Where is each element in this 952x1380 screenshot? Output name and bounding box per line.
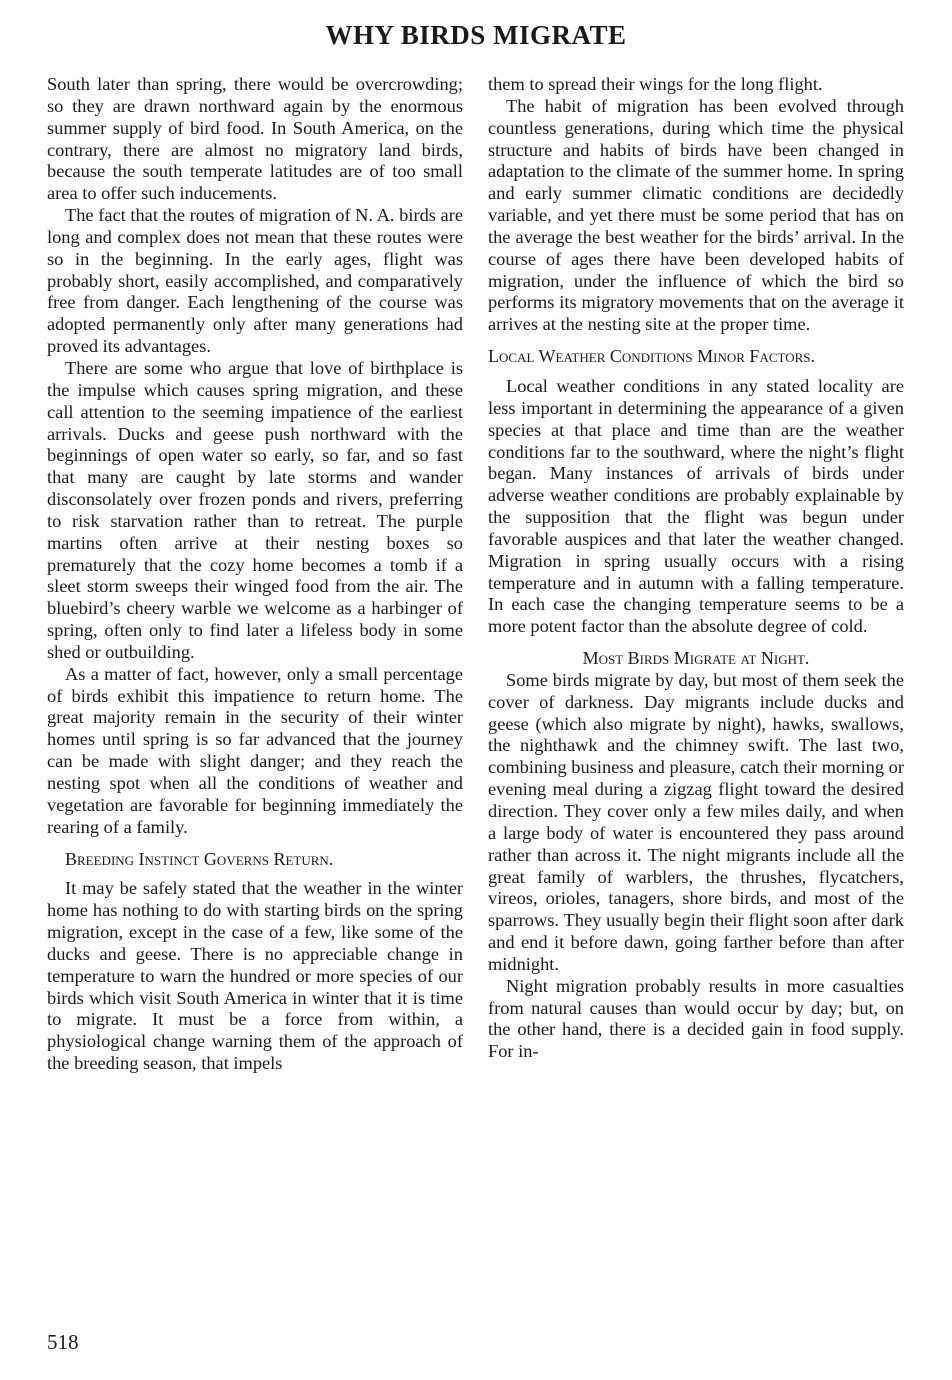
paragraph: It may be safely stated that the weather in the winter home has nothing to do with starting birds on the spring migration, except in the case of a few, like some of the ducks and geese. There is no appreciable change in temperature to warn the hundred or more species of our birds which visit South America in winter that it is time to migrate. It must be a force from within, a physiological change warning them of the approach of the breeding season, that impels	[47, 878, 463, 1074]
paragraph: The fact that the routes of migration of N. A. birds are long and complex does not mean that these routes were so in the beginning. In the early ages, flight was probably short, easily accomplished, and comparatively free from danger. Each lengthening of the course was adopted permanently only after many generations had proved its advantages.	[47, 205, 463, 357]
page-number: 518	[47, 1330, 79, 1354]
section-heading: Local Weather Conditions Minor Factors.	[488, 346, 815, 367]
section-heading: Breeding Instinct Governs Return.	[65, 848, 334, 869]
paragraph: them to spread their wings for the long flight.	[488, 74, 823, 94]
paragraph: As a matter of fact, however, only a small percentage of birds exhibit this impatience to return home. The great majority remain in the security of their winter homes until spring is so far advanced that the journey can be made with slight danger; and they reach the nesting spot when all the conditions of weather and vegetation are favorable for beginning immediately the rearing of a family.	[47, 663, 463, 837]
paragraph: The habit of migration has been evolved through countless generations, during which time the physical structure and habits of birds have been changed in adaptation to the climate of the summer home. In spring and early summer climatic conditions are decidedly variable, and yet there must be some period that has on the average the best weather for the birds’ arrival. In the course of ages there have been developed habits of migration, under the influence of which the bird so performs its migratory movements that on the average it arrives at the nesting site at the proper time.	[488, 95, 904, 335]
paragraph: Night migration probably results in more casualties from natural causes than would occur by day; but, on the other hand, there is a decided gain in food supply. For in-	[488, 975, 904, 1062]
page-title: WHY BIRDS MIGRATE	[325, 20, 627, 50]
right-column	[488, 74, 904, 1063]
paragraph: South later than spring, there would be overcrowding; so they are drawn northward again by the enormous summer supply of bird food. In South America, on the contrary, there are almost no migratory land birds, because the south temperate latitudes are of too small area to offer such inducements.	[47, 74, 463, 204]
paragraph: There are some who argue that love of birthplace is the impulse which causes spring migration, and these call attention to the seeming impatience of the earliest arrivals. Ducks and geese push northward with the beginnings of open water so early, so far, and so fast that many are caught by late storms and wander disconsolately over frozen ponds and rivers, preferring to risk starvation rather than to retreat. The purple martins often arrive at their nesting boxes so prematurely that the cozy home becomes a tomb if a sleet storm sweeps their winged food from the air. The bluebird’s cheery warble we welcome as a harbinger of spring, often only to find later a lifeless body in some shed or outbuilding.	[47, 357, 463, 662]
paragraph: Local weather conditions in any stated locality are less important in determining the appearance of a given species at that place and time than are the weather conditions far to the southward, where the night’s flight began. Many instances of arrivals of birds under adverse weather conditions are probably explainable by the supposition that the flight was begun under favorable auspices and that later the weather changed. Migration in spring usually occurs with a rising temperature and in autumn with a falling temperature. In each case the changing temperature seems to be a more potent factor than the absolute degree of cold.	[488, 375, 904, 637]
section-heading: Most Birds Migrate at Night.	[582, 648, 810, 669]
left-column	[47, 74, 463, 1075]
paragraph: Some birds migrate by day, but most of them seek the cover of darkness. Day migrants include ducks and geese (which also migrate by night), hawks, swallows, the nighthawk and the chimney swift. The last two, combining business and pleasure, catch their morning or evening meal during a zigzag flight toward the desired direction. They cover only a few miles daily, and when a large body of water is encountered they pass around rather than across it. The night migrants include all the great family of warblers, the thrushes, flycatchers, vireos, orioles, tanagers, shore birds, and most of the sparrows. They usually begin their flight soon after dark and end it before dawn, going farther before than after midnight.	[488, 669, 904, 974]
